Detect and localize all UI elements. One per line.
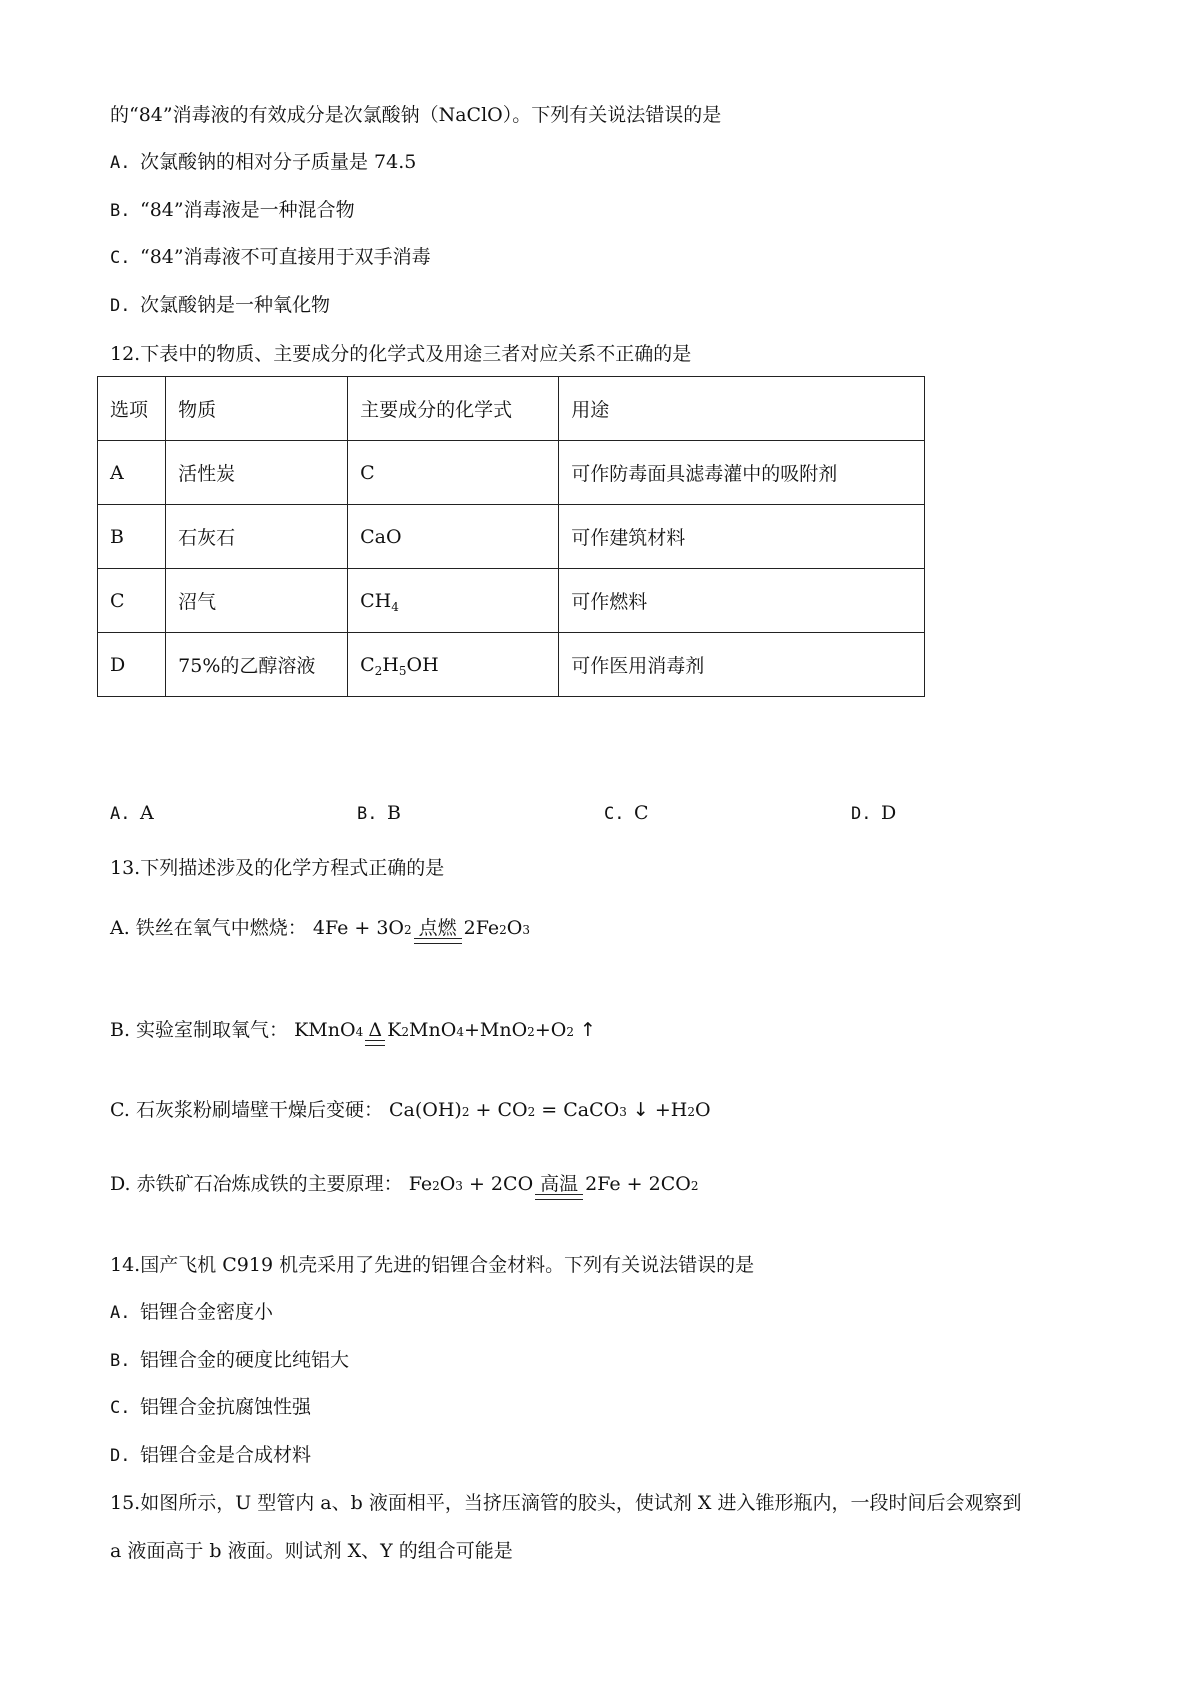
q14-option-c[interactable] [110,1393,311,1422]
option-letter: B. [110,201,131,221]
reaction-condition [414,918,462,950]
gas-arrow-icon: ↑ [580,1019,596,1041]
reaction-condition [535,1174,583,1206]
q12-table [97,376,925,697]
option-text: 铝锂合金密度小 [140,1301,274,1323]
cell-option: C [98,569,166,633]
table-row [98,633,925,697]
q14-option-a[interactable] [110,1298,273,1327]
q15-stem-line2: a 液面高于 b 液面。则试剂 X、Y 的组合可能是 [110,1540,513,1562]
option-letter: C. [110,1398,131,1418]
cell-option: A [98,441,166,505]
option-text: 铝锂合金是合成材料 [140,1444,312,1466]
q13-option-c[interactable] [110,1096,711,1124]
formula-subscript: 2 [374,663,383,678]
equation: Fe 2 O 3 + 2CO 高温 2Fe + 2CO 2 [409,1162,699,1206]
cell-substance: 沼气 [166,569,348,633]
cell-use: 可作医用消毒剂 [559,633,925,697]
cell-formula: CaO [348,505,559,569]
cell-substance: 75%的乙醇溶液 [166,633,348,697]
formula-subscript: 4 [391,599,399,614]
equation: 4Fe + 3O 2 点燃 2Fe 2 O 3 [313,906,530,950]
cell-formula: C [348,441,559,505]
equation: KMnO 4 Δ K 2 MnO 4 +MnO 2 +O 2 ↑ [294,1010,596,1052]
cell-use: 可作建筑材料 [559,505,925,569]
formula-part: OH [406,653,439,676]
option-letter: A. [110,153,131,173]
q13-option-d[interactable] [110,1162,698,1206]
reaction-condition [365,1020,385,1052]
cell-use: 可作燃料 [559,569,925,633]
q12-answer-c[interactable] [604,802,649,824]
equals-bars [365,1040,385,1046]
q11-option-d[interactable] [110,291,330,320]
table-row [98,569,925,633]
q14-stem: 14.国产飞机 C919 机壳采用了先进的铝锂合金材料。下列有关说法错误的是 [110,1254,755,1276]
q13-stem: 13.下列描述涉及的化学方程式正确的是 [110,857,445,879]
formula-part: H [382,653,399,676]
option-letter: A. [110,804,131,824]
option-text: C [634,802,649,824]
formula-subscript: 5 [398,663,407,678]
cell-option: B [98,505,166,569]
q15-stem-line1: 15.如图所示，U 型管内 a、b 液面相平，当挤压滴管的胶头，使试剂 X 进入锥形瓶内，一段时间后会观察到 [110,1492,1022,1514]
table-header-row [98,377,925,441]
q12-stem: 12.下表中的物质、主要成分的化学式及用途三者对应关系不正确的是 [110,343,692,365]
cell-use: 可作防毒面具滤毒灌中的吸附剂 [559,441,925,505]
option-letter: D. [110,1446,131,1466]
q12-answer-a[interactable] [110,802,154,824]
header-substance: 物质 [166,377,348,441]
q11-stem: 的“84”消毒液的有效成分是次氯酸钠（NaClO）。下列有关说法错误的是 [110,104,722,126]
q11-option-b[interactable] [110,196,355,225]
option-text: “84”消毒液不可直接用于双手消毒 [140,246,431,268]
option-letter: B. [357,804,378,824]
option-letter: D. [110,296,131,316]
option-text: 铝锂合金抗腐蚀性强 [140,1396,312,1418]
option-letter: A. [110,1303,131,1323]
option-label: D. 赤铁矿石冶炼成铁的主要原理： [110,1173,403,1195]
option-text: 铝锂合金的硬度比纯铝大 [140,1349,350,1371]
equation: Ca(OH) 2 + CO 2 = CaCO 3 ↓ +H 2 O [389,1096,711,1124]
q13-option-b[interactable] [110,1010,596,1052]
formula-part: C [360,653,375,676]
cell-formula [348,633,559,697]
header-use: 用途 [559,377,925,441]
condition-text: 点燃 [418,917,457,939]
condition-text: 高温 [540,1173,579,1195]
q14-option-d[interactable] [110,1441,311,1470]
option-text: B [387,802,401,824]
cell-formula [348,569,559,633]
table-row [98,441,925,505]
option-text: “84”消毒液是一种混合物 [140,199,355,221]
q13-option-a[interactable] [110,906,530,950]
q12-answer-b[interactable] [357,802,401,824]
q12-answer-d[interactable] [851,802,896,824]
option-label: A. 铁丝在氧气中燃烧： [110,917,307,939]
q14-option-b[interactable] [110,1346,349,1375]
table-row [98,505,925,569]
option-text: 次氯酸钠的相对分子质量是 74.5 [140,151,417,173]
cell-substance: 活性炭 [166,441,348,505]
option-letter: B. [110,1351,131,1371]
condition-text: Δ [368,1019,383,1041]
precipitate-arrow-icon: ↓ [632,1099,649,1121]
header-option: 选项 [98,377,166,441]
equals-bars [535,1194,583,1200]
header-formula: 主要成分的化学式 [348,377,559,441]
option-letter: D. [851,804,872,824]
option-text: 次氯酸钠是一种氧化物 [140,294,331,316]
option-letter: C. [110,248,131,268]
option-label: C. 石灰浆粉刷墙壁干燥后变硬： [110,1099,383,1121]
option-label: B. 实验室制取氧气： [110,1019,289,1041]
formula-part: CH [360,589,392,612]
option-letter: C. [604,804,625,824]
equals-bars [414,938,462,944]
q11-option-a[interactable] [110,148,416,177]
cell-substance: 石灰石 [166,505,348,569]
cell-option: D [98,633,166,697]
q11-option-c[interactable] [110,243,431,272]
option-text: A [140,802,154,824]
option-text: D [881,802,897,824]
